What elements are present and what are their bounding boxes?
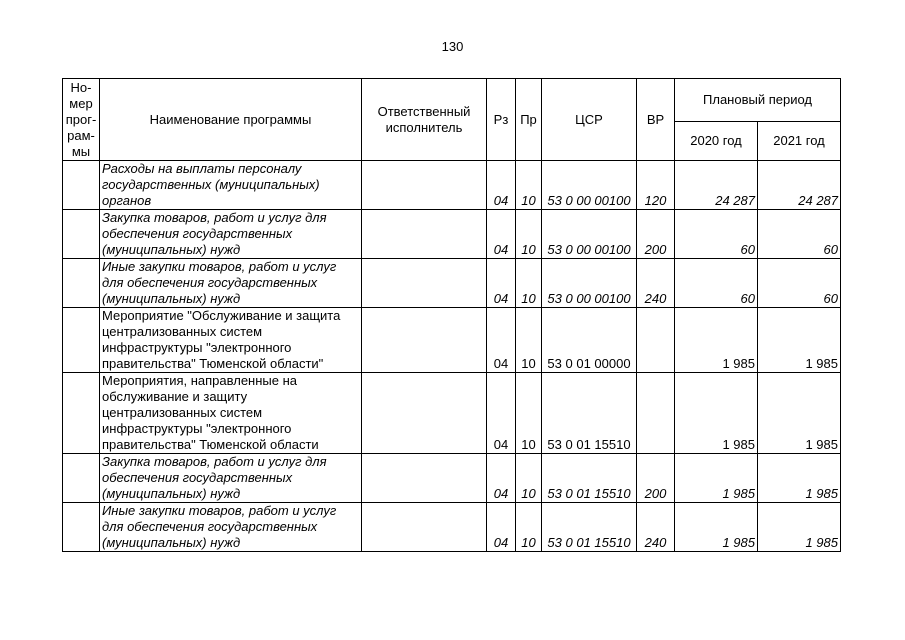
executor-cell [362, 373, 487, 454]
subsection-code-cell: 10 [516, 161, 542, 210]
amount-2021-cell: 1 985 [758, 503, 841, 552]
amount-2021-cell: 1 985 [758, 308, 841, 373]
executor-cell [362, 210, 487, 259]
row-number-cell [63, 503, 100, 552]
header-executor: Ответственный исполнитель [362, 79, 487, 161]
amount-2020-cell: 60 [675, 259, 758, 308]
budget-table [62, 78, 841, 552]
expense-type-code-cell: 200 [637, 454, 675, 503]
program-name-cell: Расходы на выплаты персоналу государственных (муниципальных) органов [100, 161, 362, 210]
header-pr: Пр [516, 79, 542, 161]
amount-2020-cell: 24 287 [675, 161, 758, 210]
target-article-code-cell: 53 0 00 00100 [542, 259, 637, 308]
header-program-name: Наименование программы [100, 79, 362, 161]
expense-type-code-cell: 240 [637, 259, 675, 308]
table-body [63, 161, 841, 552]
table-row [63, 259, 841, 308]
program-name-cell: Закупка товаров, работ и услуг для обеспечения государственных (муниципальных) нужд [100, 210, 362, 259]
program-name-cell: Иные закупки товаров, работ и услуг для обеспечения государственных (муниципальных) нужд [100, 259, 362, 308]
section-code-cell: 04 [487, 210, 516, 259]
target-article-code-cell: 53 0 00 00100 [542, 161, 637, 210]
table-row [63, 161, 841, 210]
row-number-cell [63, 373, 100, 454]
amount-2021-cell: 60 [758, 210, 841, 259]
header-planned-period: Плановый период [675, 79, 841, 122]
header-year-2020: 2020 год [675, 122, 758, 161]
section-code-cell: 04 [487, 373, 516, 454]
subsection-code-cell: 10 [516, 259, 542, 308]
executor-cell [362, 259, 487, 308]
row-number-cell [63, 454, 100, 503]
table-header [63, 79, 841, 161]
amount-2021-cell: 1 985 [758, 373, 841, 454]
executor-cell [362, 161, 487, 210]
amount-2020-cell: 60 [675, 210, 758, 259]
section-code-cell: 04 [487, 308, 516, 373]
amount-2020-cell: 1 985 [675, 308, 758, 373]
section-code-cell: 04 [487, 503, 516, 552]
header-vr: ВР [637, 79, 675, 161]
section-code-cell: 04 [487, 259, 516, 308]
program-name-cell: Закупка товаров, работ и услуг для обеспечения государственных (муниципальных) нужд [100, 454, 362, 503]
row-number-cell [63, 259, 100, 308]
program-name-cell: Мероприятие "Обслуживание и защита централизованных систем инфраструктуры "электронного правительства" Тюменской области" [100, 308, 362, 373]
executor-cell [362, 308, 487, 373]
executor-cell [362, 454, 487, 503]
row-number-cell [63, 308, 100, 373]
subsection-code-cell: 10 [516, 503, 542, 552]
header-program-number: Но- мер прог- рам- мы [63, 79, 100, 161]
amount-2020-cell: 1 985 [675, 454, 758, 503]
target-article-code-cell: 53 0 01 15510 [542, 454, 637, 503]
amount-2021-cell: 1 985 [758, 454, 841, 503]
header-rz: Рз [487, 79, 516, 161]
subsection-code-cell: 10 [516, 308, 542, 373]
program-name-cell: Мероприятия, направленные на обслуживание и защиту централизованных систем инфраструктуры "электронного правительства" Тюменской области [100, 373, 362, 454]
page-number: 130 [441, 39, 464, 54]
section-code-cell: 04 [487, 161, 516, 210]
subsection-code-cell: 10 [516, 454, 542, 503]
target-article-code-cell: 53 0 01 15510 [542, 503, 637, 552]
table-row [63, 210, 841, 259]
subsection-code-cell: 10 [516, 210, 542, 259]
program-name-cell: Иные закупки товаров, работ и услуг для обеспечения государственных (муниципальных) нужд [100, 503, 362, 552]
expense-type-code-cell [637, 373, 675, 454]
row-number-cell [63, 210, 100, 259]
row-number-cell [63, 161, 100, 210]
header-year-2021: 2021 год [758, 122, 841, 161]
table-row [63, 373, 841, 454]
target-article-code-cell: 53 0 01 00000 [542, 308, 637, 373]
expense-type-code-cell: 200 [637, 210, 675, 259]
expense-type-code-cell: 240 [637, 503, 675, 552]
expense-type-code-cell [637, 308, 675, 373]
target-article-code-cell: 53 0 01 15510 [542, 373, 637, 454]
table-row [63, 308, 841, 373]
executor-cell [362, 503, 487, 552]
table-row [63, 454, 841, 503]
amount-2020-cell: 1 985 [675, 373, 758, 454]
table-row [63, 503, 841, 552]
subsection-code-cell: 10 [516, 373, 542, 454]
target-article-code-cell: 53 0 00 00100 [542, 210, 637, 259]
section-code-cell: 04 [487, 454, 516, 503]
header-row [63, 79, 841, 122]
amount-2021-cell: 60 [758, 259, 841, 308]
header-csr: ЦСР [542, 79, 637, 161]
expense-type-code-cell: 120 [637, 161, 675, 210]
amount-2021-cell: 24 287 [758, 161, 841, 210]
amount-2020-cell: 1 985 [675, 503, 758, 552]
